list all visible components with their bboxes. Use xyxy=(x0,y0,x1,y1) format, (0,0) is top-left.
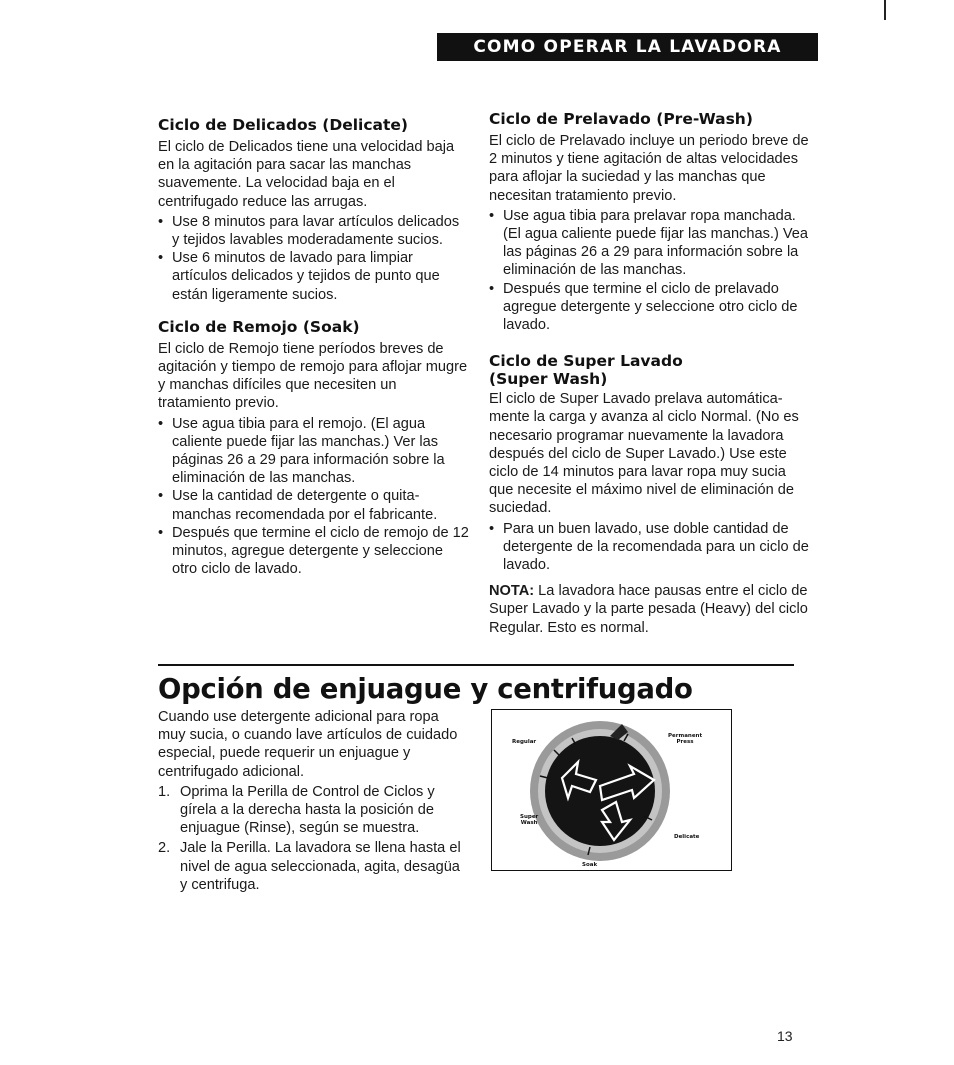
delicate-heading: Ciclo de Delicados (Delicate) xyxy=(158,116,408,134)
rinse-section-title: Opción de enjuague y centrifugado xyxy=(158,673,693,705)
soak-body: El ciclo de Remojo tiene períodos breves de agitación y tiempo de remojo para aflojar mugre y manchas difíciles que necesiten un tratamiento previo. xyxy=(158,340,468,412)
step-text: Oprima la Perilla de Control de Ciclos y gírela a la derecha hasta la posición de enjuague (Rinse), según se muestra. xyxy=(180,783,435,837)
dial-label-super: Super xyxy=(520,814,539,820)
prewash-bullets xyxy=(489,207,809,334)
list-item: • Use 8 minutos para lavar artículos delicados y tejidos lavables moderadamente sucios. xyxy=(158,213,470,249)
right-column xyxy=(489,110,809,651)
dial-label-permanent-press xyxy=(668,733,702,745)
list-item: • Para un buen lavado, use doble cantidad de detergente de la recomendada para un ciclo de lavado. xyxy=(489,520,809,575)
note-text: La lavadora hace pausas entre el ciclo de Super Lavado y la parte pesada (Heavy) del ciclo Regular. Esto es normal. xyxy=(489,583,808,636)
prewash-body: El ciclo de Prelavado incluye un periodo breve de 2 minutos y tiene agitación de altas velocidades para aflojar la suciedad y las manchas que necesitan tratamiento previo. xyxy=(489,133,809,204)
soak-heading: Ciclo de Remojo (Soak) xyxy=(158,317,360,336)
dial-label-super-wash xyxy=(520,814,538,826)
rinse-section-body xyxy=(158,708,468,896)
section-header-bar xyxy=(437,33,818,61)
superwash-body: El ciclo de Super Lavado prelava automática-mente la carga y avanza al ciclo Normal. (No es necesario programar nuevamente la lavadora después del ciclo de Super Lavado.) Use este ciclo de 14 minutos para lavar ropa muy sucia que necesite el máximo nivel de eliminación de suciedad. xyxy=(489,391,799,517)
step-text: Jale la Perilla. La lavadora se llena hasta el nivel de agua seleccionada, agita, desagüa y centrifuga. xyxy=(180,840,461,893)
section-divider xyxy=(158,664,794,666)
rinse-steps xyxy=(158,783,468,894)
prewash-heading: Ciclo de Prelavado (Pre-Wash) xyxy=(489,110,753,128)
prewash-section xyxy=(489,110,809,334)
note-label: NOTA: xyxy=(489,583,535,600)
dial-label-permanent: Permanent xyxy=(668,733,703,739)
soak-bullets xyxy=(158,415,470,579)
list-item: • Use agua tibia para el remojo. (El agua caliente puede fijar las manchas.) Ver las páginas 26 a 29 para información sobre la eliminación de las manchas. xyxy=(158,415,470,488)
left-column xyxy=(158,116,470,592)
cycle-dial-illustration xyxy=(491,709,732,871)
superwash-heading xyxy=(489,352,809,388)
list-item: • Use la cantidad de detergente o quita-manchas recomendada por el fabricante. xyxy=(158,487,470,523)
soak-section xyxy=(158,318,470,579)
step-number: 2. xyxy=(158,840,171,857)
superwash-note xyxy=(489,582,809,637)
dial-label-delicate: Delicate xyxy=(674,834,700,840)
rinse-intro: Cuando use detergente adicional para ropa muy sucia, o cuando lave artículos de cuidado especial, puede requerir un enjuague y centrifugado adicional. xyxy=(158,709,458,780)
delicate-section xyxy=(158,116,470,304)
step-number: 1. xyxy=(158,783,171,800)
superwash-heading-line1: Ciclo de Super Lavado xyxy=(489,352,683,371)
superwash-bullets xyxy=(489,520,809,575)
list-item: • Después que termine el ciclo de prelavado agregue detergente y seleccione otro ciclo de lavado. xyxy=(489,280,809,335)
dial-label-press: Press xyxy=(676,739,694,745)
delicate-bullets xyxy=(158,213,470,304)
superwash-heading-line2: (Super Wash) xyxy=(489,370,608,389)
dial-label-regular: Regular xyxy=(512,739,537,745)
list-item: • Después que termine el ciclo de remojo de 12 minutos, agregue detergente y seleccione otro ciclo de lavado. xyxy=(158,524,470,579)
list-item xyxy=(158,839,468,894)
header-title: COMO OPERAR LA LAVADORA xyxy=(473,37,782,57)
dial-label-soak: Soak xyxy=(582,862,598,868)
list-item: • Use 6 minutos de lavado para limpiar artículos delicados y tejidos de punto que están ligeramente sucios. xyxy=(158,249,470,304)
page-number: 13 xyxy=(777,1028,793,1044)
dial-label-wash: Wash xyxy=(520,820,538,826)
superwash-section xyxy=(489,352,809,637)
list-item: • Use agua tibia para prelavar ropa manchada. (El agua caliente puede fijar las manchas.) Vea las páginas 26 a 29 para información sobre la eliminación de las manchas. xyxy=(489,207,809,280)
margin-mark xyxy=(884,0,886,20)
delicate-body: El ciclo de Delicados tiene una velocidad baja en la agitación para sacar las manchas suavemente. La velocidad baja en el centrifugado reduce las arrugas. xyxy=(158,139,455,210)
list-item xyxy=(158,783,468,838)
